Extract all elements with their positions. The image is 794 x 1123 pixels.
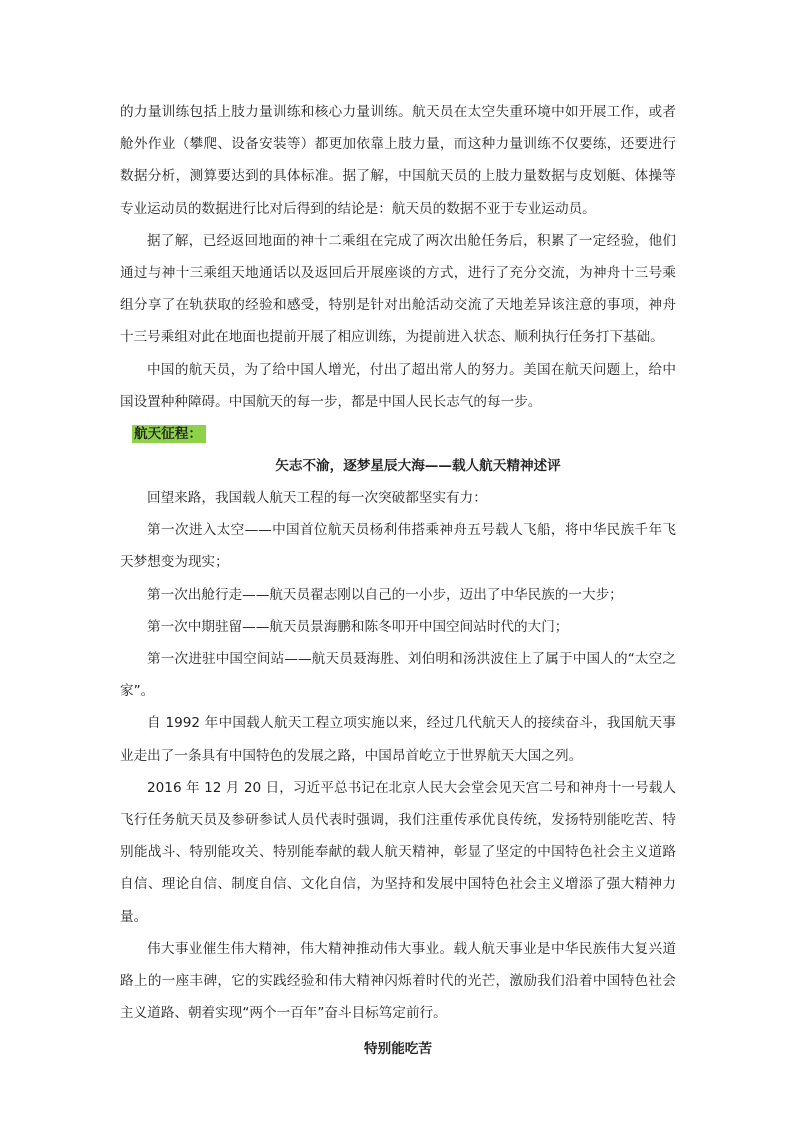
paragraph-shenzhou-12-experience: 据了解，已经返回地面的神十二乘组在完成了两次出舱任务后，积累了一定经验，他们通过与神十三乘组天地通话以及返回后开展座谈的方式，进行了充分交流，为神舟十三号乘组分享了在轨获取的经验和感受，特别是针对出舱活动交流了天地差异该注意的事项，神舟十三号乘组对此在地面也提前开展了相应训练，为提前进入状态、顺利执行任务打下基础。 bbox=[120, 232, 676, 346]
document-page bbox=[120, 96, 676, 1065]
paragraph-great-spirit: 伟大事业催生伟大精神，伟大精神推动伟大事业。载人航天事业是中华民族伟大复兴道路上的一座丰碑，它的实践经验和伟大精神闪烁着时代的光芒，激励我们沿着中国特色社会主义道路、朝着实现“两个一百年”奋斗目标笃定前行。 bbox=[120, 940, 676, 1022]
article-title: 矢志不渝，逐梦星辰大海——载人航天精神述评 bbox=[275, 458, 561, 475]
section-tag-row bbox=[120, 418, 676, 450]
paragraph-look-back: 回望来路，我国载人航天工程的每一次突破都坚实有力： bbox=[147, 490, 487, 507]
section-tag-highlight: 航天征程： bbox=[132, 425, 206, 443]
paragraph-first-space-station: 第一次进驻中国空间站——航天员聂海胜、刘伯明和汤洪波住上了属于中国人的“太空之家”。 bbox=[120, 651, 676, 700]
paragraph-chinese-astronauts: 中国的航天员，为了给中国人增光，付出了超出常人的努力。美国在航天问题上，给中国设置种种障碍。中国航天的每一步，都是中国人民长志气的每一步。 bbox=[120, 361, 676, 410]
paragraph-first-spacewalk: 第一次出舱行走——航天员翟志刚以自己的一小步，迈出了中华民族的一大步； bbox=[147, 586, 623, 603]
paragraph-since-1992: 自 1992 年中国载人航天工程立项实施以来，经过几代航天人的接续奋斗，我国航天事业走出了一条具有中国特色的发展之路，中国昂首屹立于世界航天大国之列。 bbox=[120, 715, 676, 764]
subheading-hardship: 特别能吃苦 bbox=[364, 1041, 432, 1058]
paragraph-first-mid-term-stay: 第一次中期驻留——航天员景海鹏和陈冬叩开中国空间站时代的大门； bbox=[147, 618, 569, 635]
paragraph-first-into-space: 第一次进入太空——中国首位航天员杨利伟搭乘神舟五号载人飞船，将中华民族千年飞天梦想变为现实； bbox=[120, 522, 676, 571]
paragraph-2016-speech: 2016 年 12 月 20 日，习近平总书记在北京人民大会堂会见天宫二号和神舟十一号载人飞行任务航天员及参研参试人员代表时强调，我们注重传承优良传统，发扬特别能吃苦、特别能战斗、特别能攻关、特别能奉献的载人航天精神，彰显了坚定的中国特色社会主义道路自信、理论自信、制度自信、文化自信，为坚持和发展中国特色社会主义增添了强大精神力量。 bbox=[120, 779, 676, 925]
paragraph-upper-body-training: 的力量训练包括上肢力量训练和核心力量训练。航天员在太空失重环境中如开展工作，或者舱外作业（攀爬、设备安装等）都更加依靠上肢力量，而这种力量训练不仅要练，还要进行数据分析，测算要达到的具体标准。据了解，中国航天员的上肢力量数据与皮划艇、体操等专业运动员的数据进行比对后得到的结论是：航天员的数据不亚于专业运动员。 bbox=[120, 104, 676, 217]
